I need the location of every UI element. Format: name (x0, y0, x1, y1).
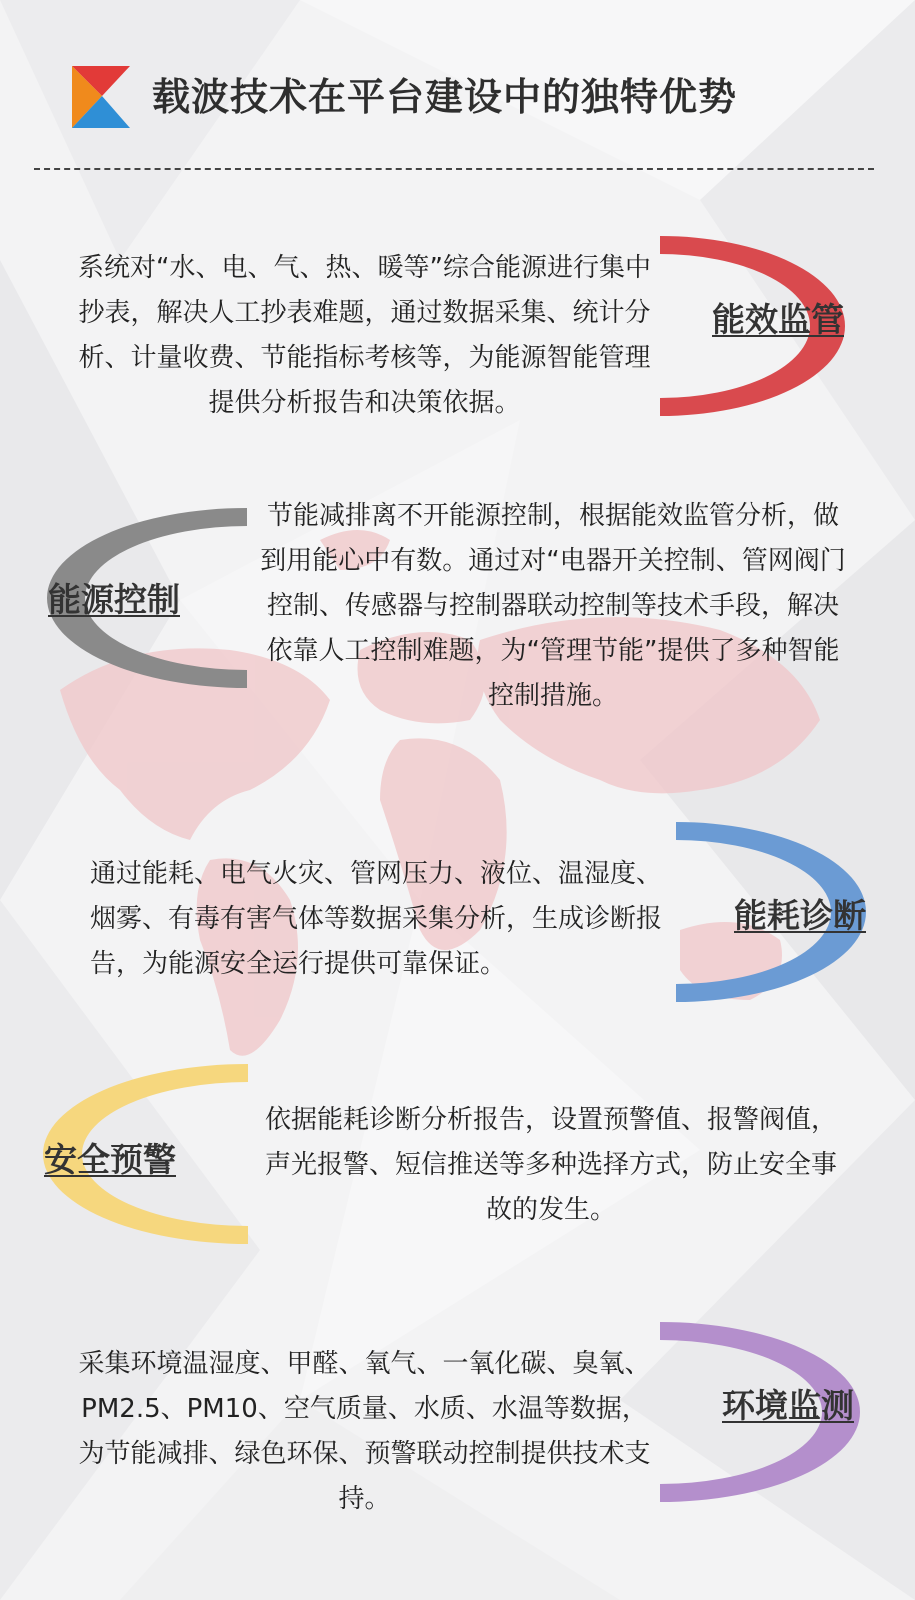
dashed-divider (34, 168, 874, 170)
header (72, 66, 872, 130)
section-text-safety-warning: 依据能耗诊断分析报告，设置预警值、报警阀值，声光报警、短信推送等多种选择方式，防止安全事故的发生。 (264, 1105, 837, 1225)
logo-icon (72, 66, 130, 128)
section-label-energy-diagnosis: 能耗诊断 (734, 896, 866, 935)
section-label-safety-warning: 安全预警 (44, 1140, 176, 1179)
page-title: 载波技术在平台建设中的独特优势 (152, 75, 738, 119)
section-text-energy-diagnosis: 通过能耗、电气火灾、管网压力、液位、温湿度、烟雾、有毒有害气体等数据采集分析，生成诊断报告，为能源安全运行提供可靠保证。 (90, 859, 663, 979)
section-label-energy-efficiency: 能效监管 (712, 300, 844, 339)
section-text-energy-control: 节能减排离不开能源控制，根据能效监管分析，做到用能心中有数。通过对“电器开关控制、管网阀门控制、传感器与控制器联动控制等技术手段，解决依靠人工控制难题，为“管理节能”提供了多种智能控制措施。 (260, 501, 846, 711)
section-label-energy-control: 能源控制 (48, 580, 180, 619)
section-text-environment-monitoring: 采集环境温湿度、甲醛、氧气、一氧化碳、臭氧、PM2.5、PM10、空气质量、水质、水温等数据，为节能减排、绿色环保、预警联动控制提供技术支持。 (78, 1349, 651, 1514)
section-text-energy-efficiency: 系统对“水、电、气、热、暖等”综合能源进行集中抄表，解决人工抄表难题，通过数据采集、统计分析、计量收费、节能指标考核等，为能源智能管理提供分析报告和决策依据。 (78, 253, 651, 418)
section-label-environment-monitoring: 环境监测 (722, 1386, 854, 1425)
